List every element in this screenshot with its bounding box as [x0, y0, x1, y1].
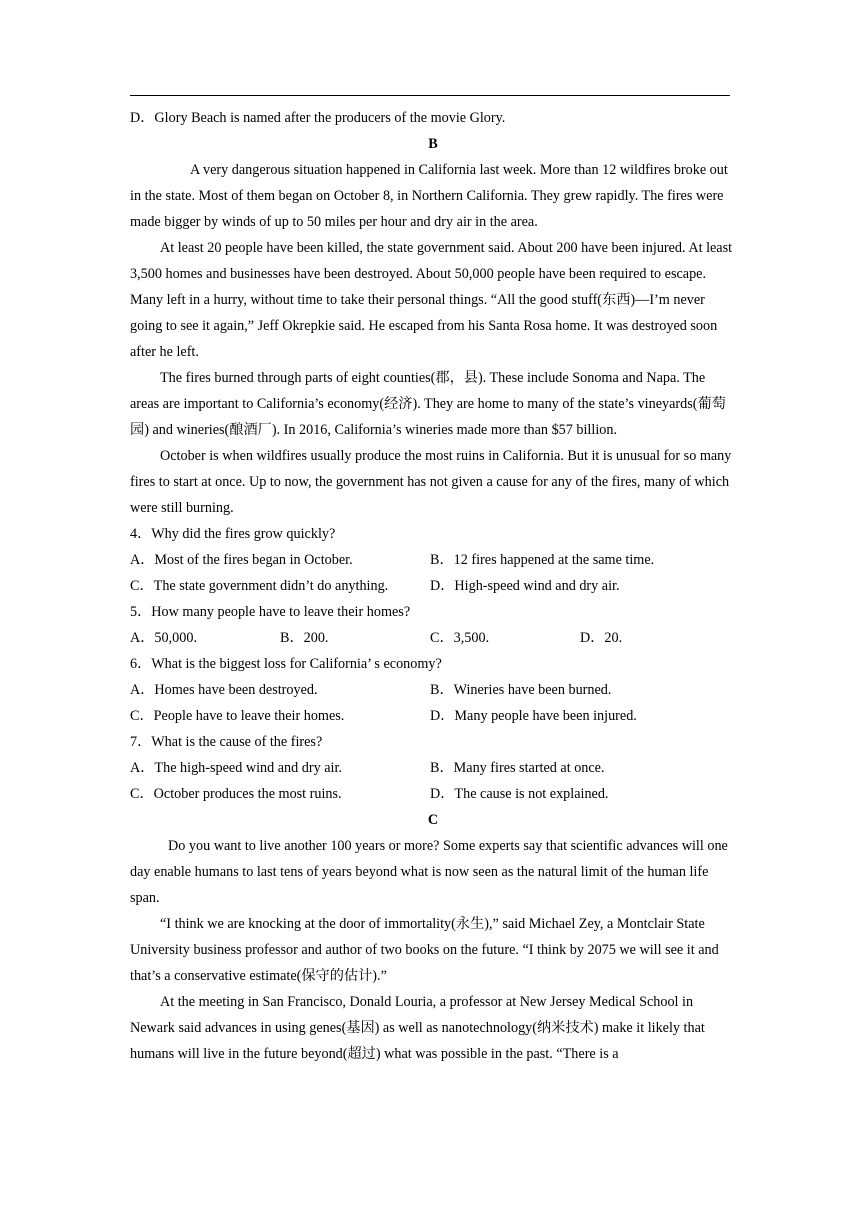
- question-5-option-a[interactable]: A．50,000.: [130, 630, 197, 646]
- passage-c-paragraph-2: “I think we are knocking at the door of immortality(永生),” said Michael Zey, a Montclair State University business professor and author of two books on the future. “I think by 2075 we will see it and that’s a conservative estimate(保守的估计).”: [130, 916, 719, 984]
- previous-question-option-d: D．Glory Beach is named after the producers of the movie Glory.: [130, 110, 506, 126]
- question-7-option-d[interactable]: D．The cause is not explained.: [430, 786, 609, 802]
- question-5-options-row: [130, 625, 736, 651]
- passage-b-paragraph-4: October is when wildfires usually produce the most ruins in California. But it is unusual for so many fires to start at once. Up to now, the government has not given a cause for any of the fires, many of which were still burning.: [130, 448, 732, 516]
- question-4-option-d[interactable]: D．High-speed wind and dry air.: [430, 578, 620, 594]
- question-6-options-row-1: [130, 677, 736, 703]
- question-6-option-b[interactable]: B．Wineries have been burned.: [430, 682, 612, 698]
- question-6-options-row-2: [130, 703, 736, 729]
- question-5-option-b[interactable]: B．200.: [280, 630, 329, 646]
- passage-b-paragraph-1: A very dangerous situation happened in California last week. More than 12 wildfires broke out in the state. Most of them began on October 8, in Northern California. They grew rapidly. The fires were made bigger by winds of up to 50 miles per hour and dry air in the area.: [130, 162, 728, 230]
- question-4-option-b[interactable]: B．12 fires happened at the same time.: [430, 552, 655, 568]
- passage-c-paragraph-1: Do you want to live another 100 years or more? Some experts say that scientific advances will one day enable humans to last tens of years beyond what is now seen as the natural limit of the human life span.: [130, 838, 728, 906]
- question-6-option-a[interactable]: A．Homes have been destroyed.: [130, 682, 318, 698]
- question-7-options-row-1: [130, 755, 736, 781]
- question-6-option-d[interactable]: D．Many people have been injured.: [430, 708, 637, 724]
- document-content: [130, 105, 736, 1067]
- question-6-option-c[interactable]: C．People have to leave their homes.: [130, 708, 345, 724]
- question-5-option-c[interactable]: C．3,500.: [430, 630, 490, 646]
- question-4-stem: 4．Why did the fires grow quickly?: [130, 526, 336, 542]
- question-7-options-row-2: [130, 781, 736, 807]
- question-4-option-c[interactable]: C．The state government didn’t do anything.: [130, 578, 389, 594]
- passage-b-paragraph-3: The fires burned through parts of eight counties(郡，县). These include Sonoma and Napa. The areas are important to California’s economy(经济). They are home to many of the state’s vineyards(葡萄园) and wineries(酿酒厂). In 2016, California’s wineries made more than $57 billion.: [130, 370, 726, 438]
- passage-b-paragraph-2: At least 20 people have been killed, the state government said. About 200 have been injured. At least 3,500 homes and businesses have been destroyed. About 50,000 people have been required to escape. Many left in a hurry, without time to take their personal things. “All the good stuff(东西)—I’m never going to see it again,” Jeff Okrepkie said. He escaped from his Santa Rosa home. It was destroyed soon after he left.: [130, 240, 733, 360]
- question-7-option-a[interactable]: A．The high-speed wind and dry air.: [130, 760, 342, 776]
- question-4-options-row-1: [130, 547, 736, 573]
- question-5-stem: 5．How many people have to leave their homes?: [130, 604, 411, 620]
- header-rule: [130, 95, 730, 96]
- question-7-option-b[interactable]: B．Many fires started at once.: [430, 760, 605, 776]
- section-b-heading: B: [428, 136, 438, 152]
- question-4-option-a[interactable]: A．Most of the fires began in October.: [130, 552, 353, 568]
- question-7-option-c[interactable]: C．October produces the most ruins.: [130, 786, 342, 802]
- question-7-stem: 7．What is the cause of the fires?: [130, 734, 323, 750]
- section-c-heading: C: [427, 812, 439, 828]
- question-5-option-d[interactable]: D．20.: [580, 630, 623, 646]
- passage-c-paragraph-3: At the meeting in San Francisco, Donald Louria, a professor at New Jersey Medical School in Newark said advances in using genes(基因) as well as nanotechnology(纳米技术) make it likely that humans will live in the future beyond(超过) what was possible in the past. “There is a: [130, 994, 705, 1062]
- question-4-options-row-2: [130, 573, 736, 599]
- question-6-stem: 6．What is the biggest loss for California’ s economy?: [130, 656, 442, 672]
